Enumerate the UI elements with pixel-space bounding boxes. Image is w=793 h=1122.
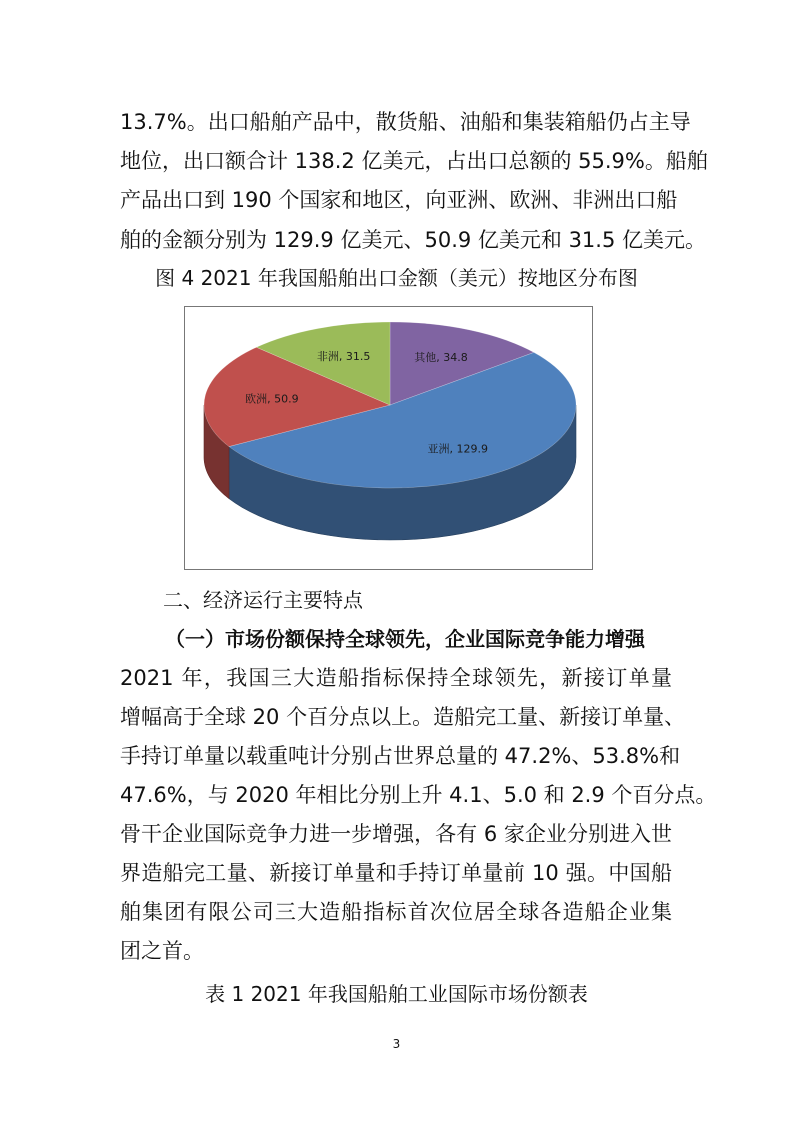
paragraph-line: 舶的金额分别为 129.9 亿美元、50.9 亿美元和 31.5 亿美元。 (120, 228, 707, 252)
paragraph-line: 产品出口到 190 个国家和地区，向亚洲、欧洲、非洲出口船 (120, 188, 678, 212)
paragraph-line: 增幅高于全球 20 个百分点以上。造船完工量、新接订单量、 (120, 705, 686, 729)
paragraph-line: 手持订单量以载重吨计分别占世界总量的 47.2%、53.8%和 (120, 744, 681, 768)
paragraph-line: 2021 年，我国三大造船指标保持全球领先，新接订单量 (120, 666, 672, 690)
paragraph-line: 界造船完工量、新接订单量和手持订单量前 10 强。中国船 (120, 861, 672, 885)
table-caption: 表 1 2021 年我国船舶工业国际市场份额表 (205, 982, 588, 1006)
paragraph-line: 舶集团有限公司三大造船指标首次位居全球各造船企业集 (120, 900, 672, 924)
paragraph-line: 13.7%。出口船舶产品中，散货船、油船和集装箱船仍占主导 (120, 110, 691, 134)
pie-data-label: 非洲, 31.5 (316, 350, 371, 364)
paragraph-line: 地位，出口额合计 138.2 亿美元，占出口总额的 55.9%。船舶 (120, 149, 708, 173)
paragraph-line: 团之首。 (120, 939, 204, 963)
pie-chart-frame (184, 306, 593, 570)
pie-data-label: 欧洲, 50.9 (245, 392, 299, 406)
paragraph-line: 骨干企业国际竞争力进一步增强，各有 6 家企业分别进入世 (120, 822, 672, 846)
pie-data-label: 其他, 34.8 (414, 351, 468, 364)
pie-chart (185, 307, 592, 569)
page-number: 3 (392, 1037, 401, 1051)
figure-caption: 图 4 2021 年我国船舶出口金额（美元）按地区分布图 (155, 266, 638, 290)
section-heading: 二、经济运行主要特点 (163, 588, 363, 612)
pie-data-label: 亚洲, 129.9 (427, 442, 488, 456)
paragraph-line: 47.6%，与 2020 年相比分别上升 4.1、5.0 和 2.9 个百分点。 (120, 783, 717, 807)
subsection-heading: （一）市场份额保持全球领先，企业国际竞争能力增强 (165, 627, 645, 651)
